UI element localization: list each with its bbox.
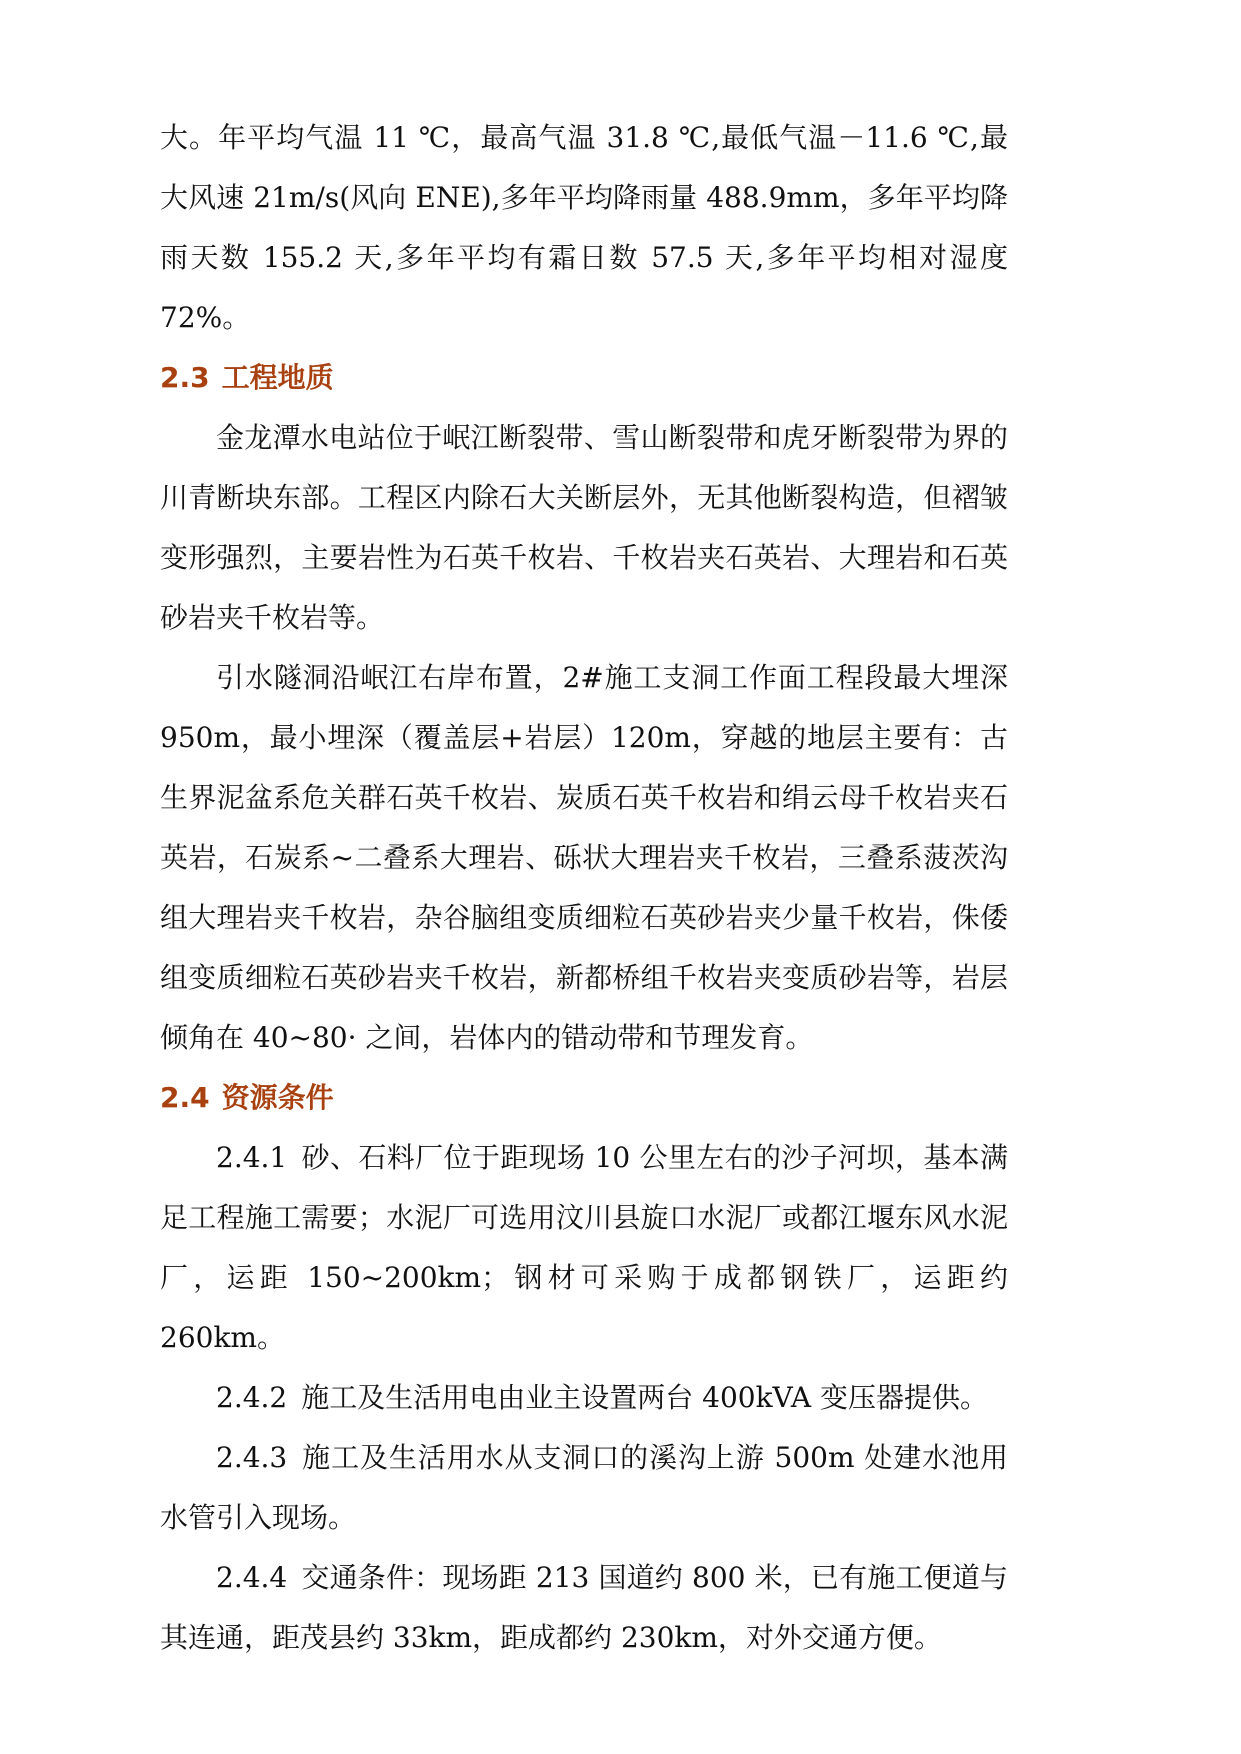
item-number: 2.4.3	[216, 1441, 288, 1474]
geology-paragraph-2: 引水隧洞沿岷江右岸布置，2#施工支洞工作面工程段最大埋深 950m，最小埋深（覆盖层+岩层）120m，穿越的地层主要有：古生界泥盆系危关群石英千枚岩、炭质石英千枚岩和绢云母千枚岩夹石英岩，石炭系~二叠系大理岩、砾状大理岩夹千枚岩，三叠系菠茨沟组大理岩夹千枚岩，杂谷脑组变质细粒石英砂岩夹少量千枚岩，侏倭组变质细粒石英砂岩夹千枚岩，新都桥组千枚岩夹变质砂岩等，岩层倾角在 40~80· 之间，岩体内的错动带和节理发育。	[160, 661, 1008, 1054]
resource-item-2-4-1	[160, 1128, 1008, 1368]
section-heading-2-4	[160, 1068, 1008, 1128]
item-number: 2.4.2	[216, 1381, 288, 1414]
section-number: 2.4	[160, 1081, 210, 1114]
item-text: 砂、石料厂位于距现场 10 公里左右的沙子河坝，基本满足工程施工需要；水泥厂可选用汶川县旋口水泥厂或都江堰东风水泥厂，运距 150~200km；钢材可采购于成都钢铁厂，运距约 260km。	[160, 1141, 1008, 1354]
resource-item-2-4-2	[160, 1368, 1008, 1428]
section-heading-2-3	[160, 348, 1008, 408]
section-title: 工程地质	[221, 361, 334, 394]
item-text: 施工及生活用电由业主设置两台 400kVA 变压器提供。	[301, 1381, 989, 1414]
item-number: 2.4.4	[216, 1561, 288, 1594]
item-number: 2.4.1	[216, 1141, 288, 1174]
item-text: 交通条件：现场距 213 国道约 800 米，已有施工便道与其连通，距茂县约 33km，距成都约 230km，对外交通方便。	[160, 1561, 1008, 1654]
section-number: 2.3	[160, 361, 210, 394]
climate-paragraph: 大。年平均气温 11 ℃，最高气温 31.8 ℃,最低气温－11.6 ℃,最大风速 21m/s(风向 ENE),多年平均降雨量 488.9mm，多年平均降雨天数 155.2 天,多年平均有霜日数 57.5 天,多年平均相对湿度 72%。	[160, 121, 1008, 334]
resource-item-2-4-3	[160, 1428, 1008, 1548]
resource-item-2-4-4	[160, 1548, 1008, 1668]
item-text: 施工及生活用水从支洞口的溪沟上游 500m 处建水池用水管引入现场。	[160, 1441, 1008, 1534]
document-page	[160, 108, 1008, 1668]
section-title: 资源条件	[221, 1081, 334, 1114]
geology-paragraph-1: 金龙潭水电站位于岷江断裂带、雪山断裂带和虎牙断裂带为界的川青断块东部。工程区内除石大关断层外，无其他断裂构造，但褶皱变形强烈，主要岩性为石英千枚岩、千枚岩夹石英岩、大理岩和石英砂岩夹千枚岩等。	[160, 421, 1008, 634]
